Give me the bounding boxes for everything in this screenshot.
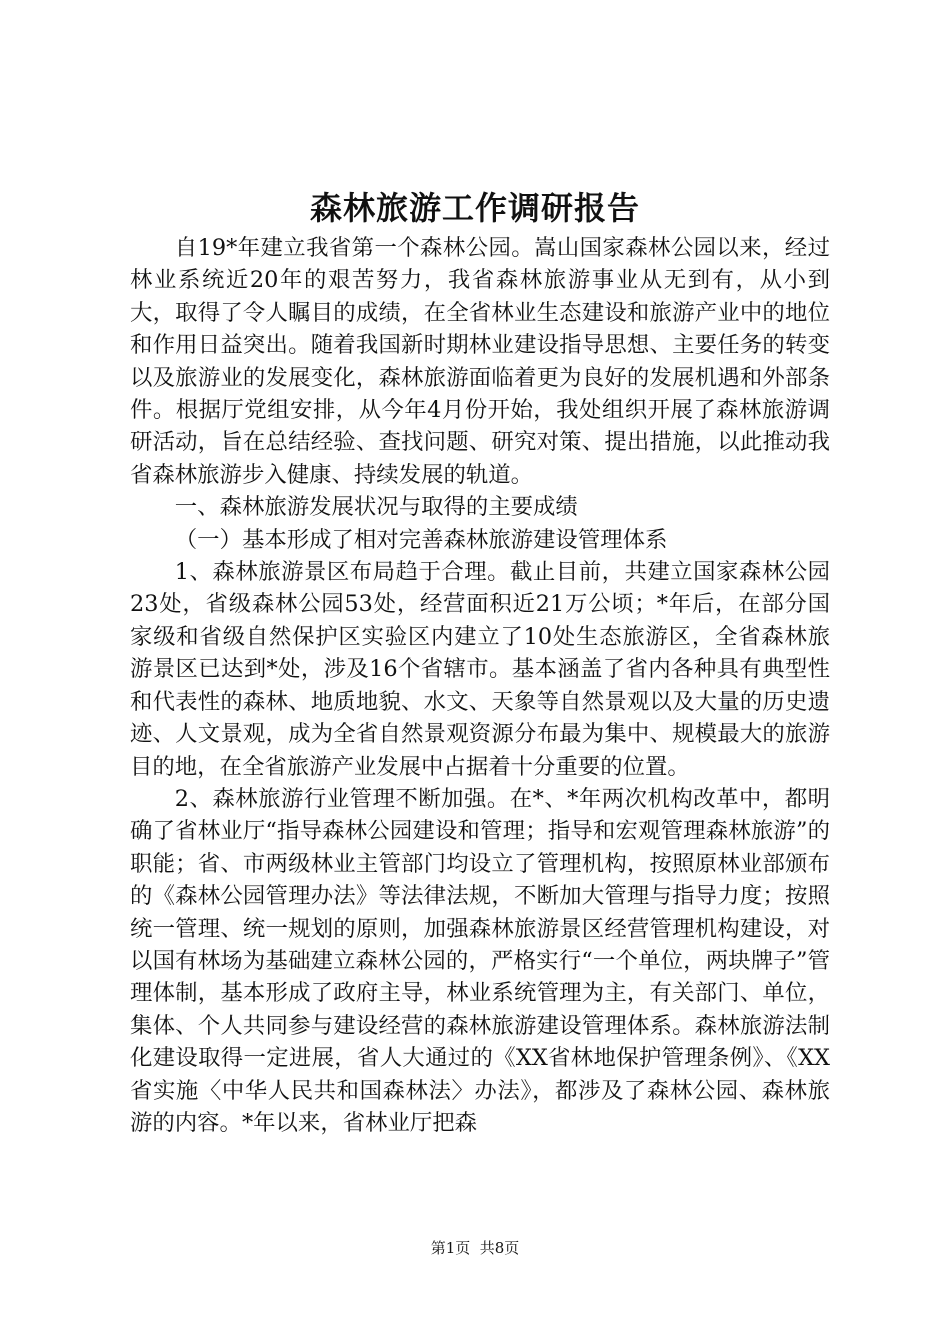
document-body (130, 232, 830, 1139)
paragraph-item-1: 1、森林旅游景区布局趋于合理。截止目前，共建立国家森林公园23处，省级森林公园53处，经营面积近21万公顷；*年后，在部分国家级和省级自然保护区实验区内建立了10处生态旅游区，全省森林旅游景区已达到*处，涉及16个省辖市。基本涵盖了省内各种具有典型性和代表性的森林、地质地貌、水文、天象等自然景观以及大量的历史遗迹、人文景观，成为全省自然景观资源分布最为集中、规模最大的旅游目的地，在全省旅游产业发展中占据着十分重要的位置。 (130, 559, 830, 780)
paragraph-item-2: 2、森林旅游行业管理不断加强。在*、*年两次机构改革中，都明确了省林业厅“指导森林公园建设和管理；指导和宏观管理森林旅游”的职能；省、市两级林业主管部门均设立了管理机构，按照原林业部颁布的《森林公园管理办法》等法律法规，不断加大管理与指导力度；按照统一管理、统一规划的原则，加强森林旅游景区经营管理机构建设，对以国有林场为基础建立森林公园的，严格实行“一个单位，两块牌子”管理体制，基本形成了政府主导，林业系统管理为主，有关部门、单位，集体、个人共同参与建设经营的森林旅游建设管理体系。森林旅游法制化建设取得一定进展，省人大通过的《XX省林地保护管理条例》、《XX省实施〈中华人民共和国森林法〉办法》，都涉及了森林公园、森林旅游的内容。*年以来，省林业厅把森 (130, 785, 830, 1136)
paragraph-intro: 自19*年建立我省第一个森林公园。嵩山国家森林公园以来，经过林业系统近20年的艰苦努力，我省森林旅游事业从无到有，从小到大，取得了令人瞩目的成绩，在全省林业生态建设和旅游产业中的地位和作用日益突出。随着我国新时期林业建设指导思想、主要任务的转变以及旅游业的发展变化，森林旅游面临着更为良好的发展机遇和外部条件。根据厅党组安排，从今年4月份开始，我处组织开展了森林旅游调研活动，旨在总结经验、查找问题、研究对策、提出措施，以此推动我省森林旅游步入健康、持续发展的轨道。 (130, 235, 830, 488)
subsection-heading-1: （一）基本形成了相对完善森林旅游建设管理体系 (174, 526, 668, 553)
section-heading-1: 一、森林旅游发展状况与取得的主要成绩 (174, 494, 578, 521)
page-number-footer: 第1页 共8页 (430, 1239, 520, 1257)
document-title: 森林旅游工作调研报告 (309, 189, 640, 227)
